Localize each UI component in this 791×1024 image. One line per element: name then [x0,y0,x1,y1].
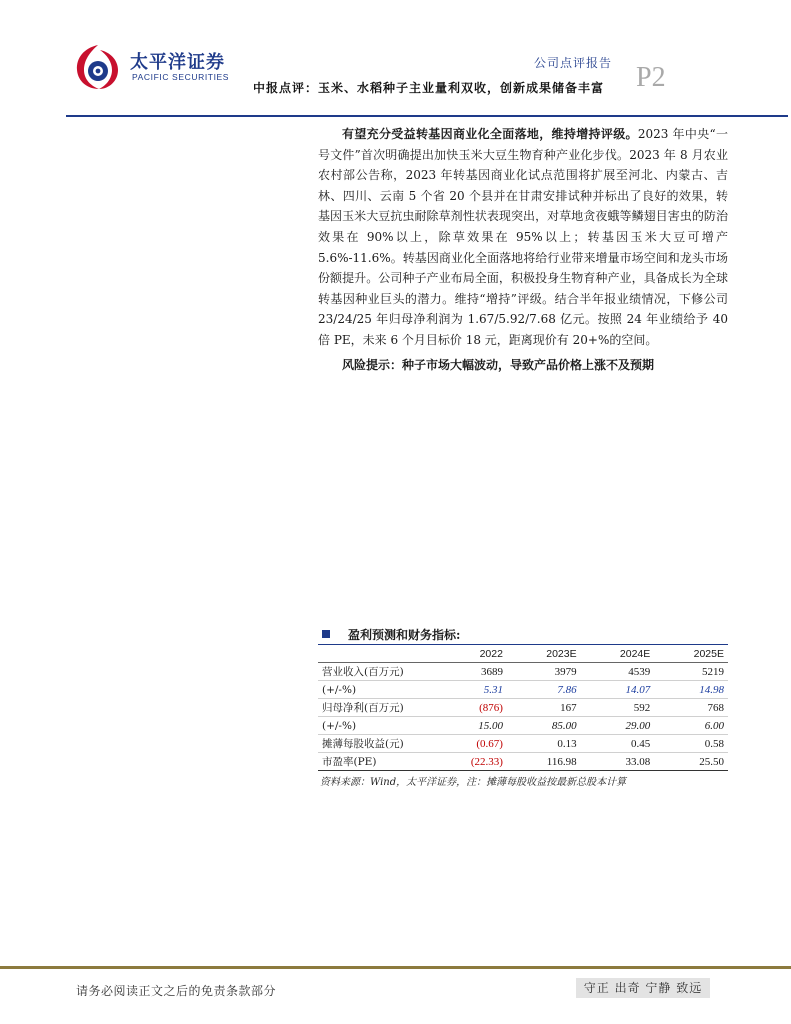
table-cell: 768 [654,699,728,717]
table-row [318,681,728,699]
company-logo [72,42,252,92]
table-row [318,717,728,735]
table-header-row [318,645,728,663]
table-cell: 3689 [430,663,507,681]
table-cell: (22.33) [430,753,507,771]
table-cell: 14.07 [581,681,655,699]
table-cell: 7.86 [507,681,581,699]
table-cell: 592 [581,699,655,717]
row-label: 摊薄每股收益(元) [318,735,430,753]
table-cell: 15.00 [430,717,507,735]
table-cell: 4539 [581,663,655,681]
row-label: 营业收入(百万元) [318,663,430,681]
table-cell: 85.00 [507,717,581,735]
table-header-col: 2023E [507,645,581,663]
footer-disclaimer: 请务必阅读正文之后的免责条款部分 [76,984,277,998]
table-cell: 5.31 [430,681,507,699]
risk-warning-text: 风险提示：种子市场大幅波动，导致产品价格上涨不及预期 [342,357,655,372]
table-cell: 25.50 [654,753,728,771]
table-cell: 167 [507,699,581,717]
header-divider [66,115,788,117]
table-row [318,753,728,771]
table-cell: (0.67) [430,735,507,753]
table-header-blank [318,645,430,663]
table-cell: 14.98 [654,681,728,699]
paragraph-rating [318,124,728,351]
table-row [318,663,728,681]
table-cell: 5219 [654,663,728,681]
table-header-col: 2025E [654,645,728,663]
table-cell: 0.58 [654,735,728,753]
table-cell: 33.08 [581,753,655,771]
footer-motto: 守正 出奇 宁静 致远 [576,978,710,998]
paragraph-body: 2023 年中央“一号文件”首次明确提出加快玉米大豆生物育种产业化步伐。2023 年 8 月农业农村部公告称，2023 年转基因商业化试点范围将扩展至河北、内蒙古、吉林、四川、云南 5 个省 20 个县并在甘肃安排试种并标出了良好的效果，转基因玉米大豆抗虫耐除草剂性状表现突出，对草地贪夜蛾等鳞翅目害虫的防治效果在 90%以上，除草效果在 95%以上；转基因玉米大豆可增产 5.6%-11.6%。转基因商业化全面落地将给行业带来增量市场空间和龙头市场份额提升。公司种子产业布局全面，积极投身生物育种产业，具备成长为全球转基因种业巨头的潜力。维持“增持”评级。结合半年报业绩情况，下修公司 23/24/25 年归母净利润为 1.67/5.92/7.68 亿元。按照 24 年业绩给予 40 倍 PE，未来 6 个月目标价 18 元，距离现价有 20+%的空间。 [318,127,728,347]
table-title: 盈利预测和财务指标: [348,628,461,642]
report-headline: 中报点评：玉米、水稻种子主业量利双收，创新成果储备丰富 [253,81,605,95]
footer-divider [0,966,791,969]
table-cell: 3979 [507,663,581,681]
table-cell: (876) [430,699,507,717]
row-label: 市盈率(PE) [318,753,430,771]
table-header-col: 2022 [430,645,507,663]
table-cell: 29.00 [581,717,655,735]
square-bullet-icon [322,630,330,638]
paragraph-lead: 有望充分受益转基因商业化全面落地，维持增持评级。 [342,127,638,141]
row-label: 归母净利(百万元) [318,699,430,717]
risk-warning [318,355,728,376]
body-text [318,124,728,375]
logo-name-cn: 太平洋证券 [130,52,225,73]
table-row [318,735,728,753]
report-type: 公司点评报告 [534,56,613,70]
table-header-col: 2024E [581,645,655,663]
table-cell: 116.98 [507,753,581,771]
row-label: (+/-%) [318,717,430,735]
table-cell: 0.45 [581,735,655,753]
table-source-note: 资料来源：Wind，太平洋证券，注：摊薄每股收益按最新总股本计算 [320,777,627,788]
row-label: (+/-%) [318,681,430,699]
page-number: P2 [636,62,666,93]
table-cell: 6.00 [654,717,728,735]
financial-forecast-table [318,645,728,771]
pacific-securities-logo-icon [72,42,124,92]
logo-name-en: PACIFIC SECURITIES [132,72,230,82]
table-title-bar [318,626,728,645]
table-cell: 0.13 [507,735,581,753]
table-row [318,699,728,717]
